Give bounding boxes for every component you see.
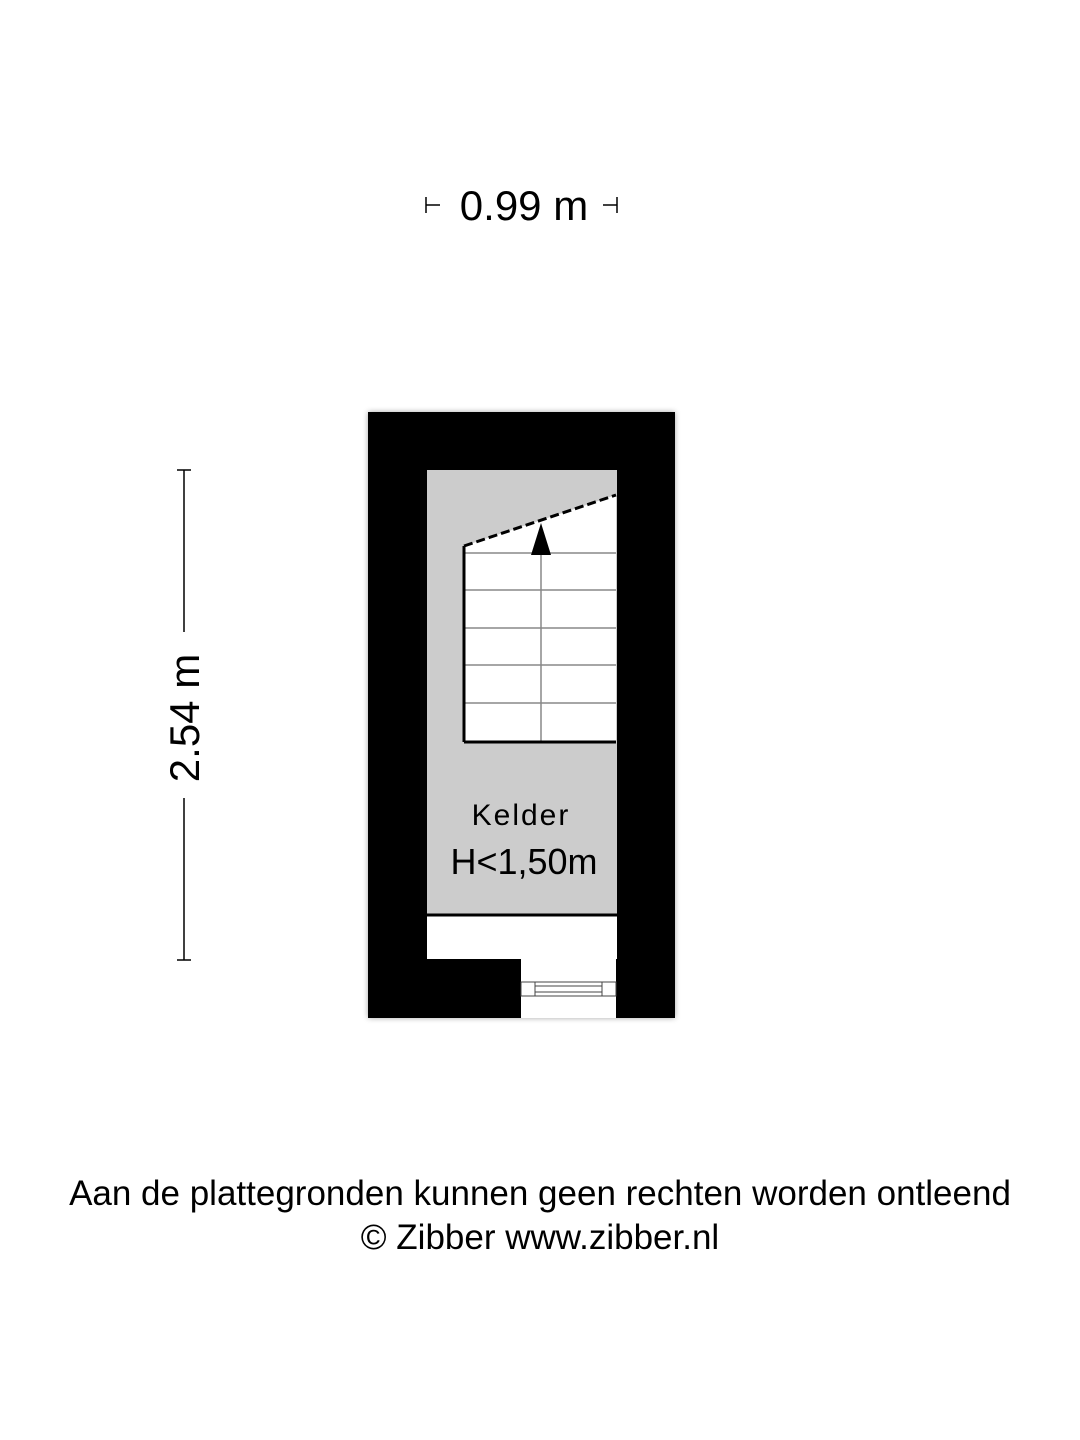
bottom-opening	[521, 959, 616, 1018]
height-dimension-label: 2.54 m	[161, 653, 208, 783]
threshold-area	[427, 916, 617, 959]
width-dimension-label: 0.99 m	[459, 182, 589, 229]
room-name-label: Kelder	[471, 799, 571, 832]
disclaimer-text: Aan de plattegronden kunnen geen rechten worden ontleend	[69, 1174, 1011, 1213]
copyright-text: © Zibber www.zibber.nl	[360, 1218, 720, 1257]
room-height-label: H<1,50m	[450, 841, 598, 882]
